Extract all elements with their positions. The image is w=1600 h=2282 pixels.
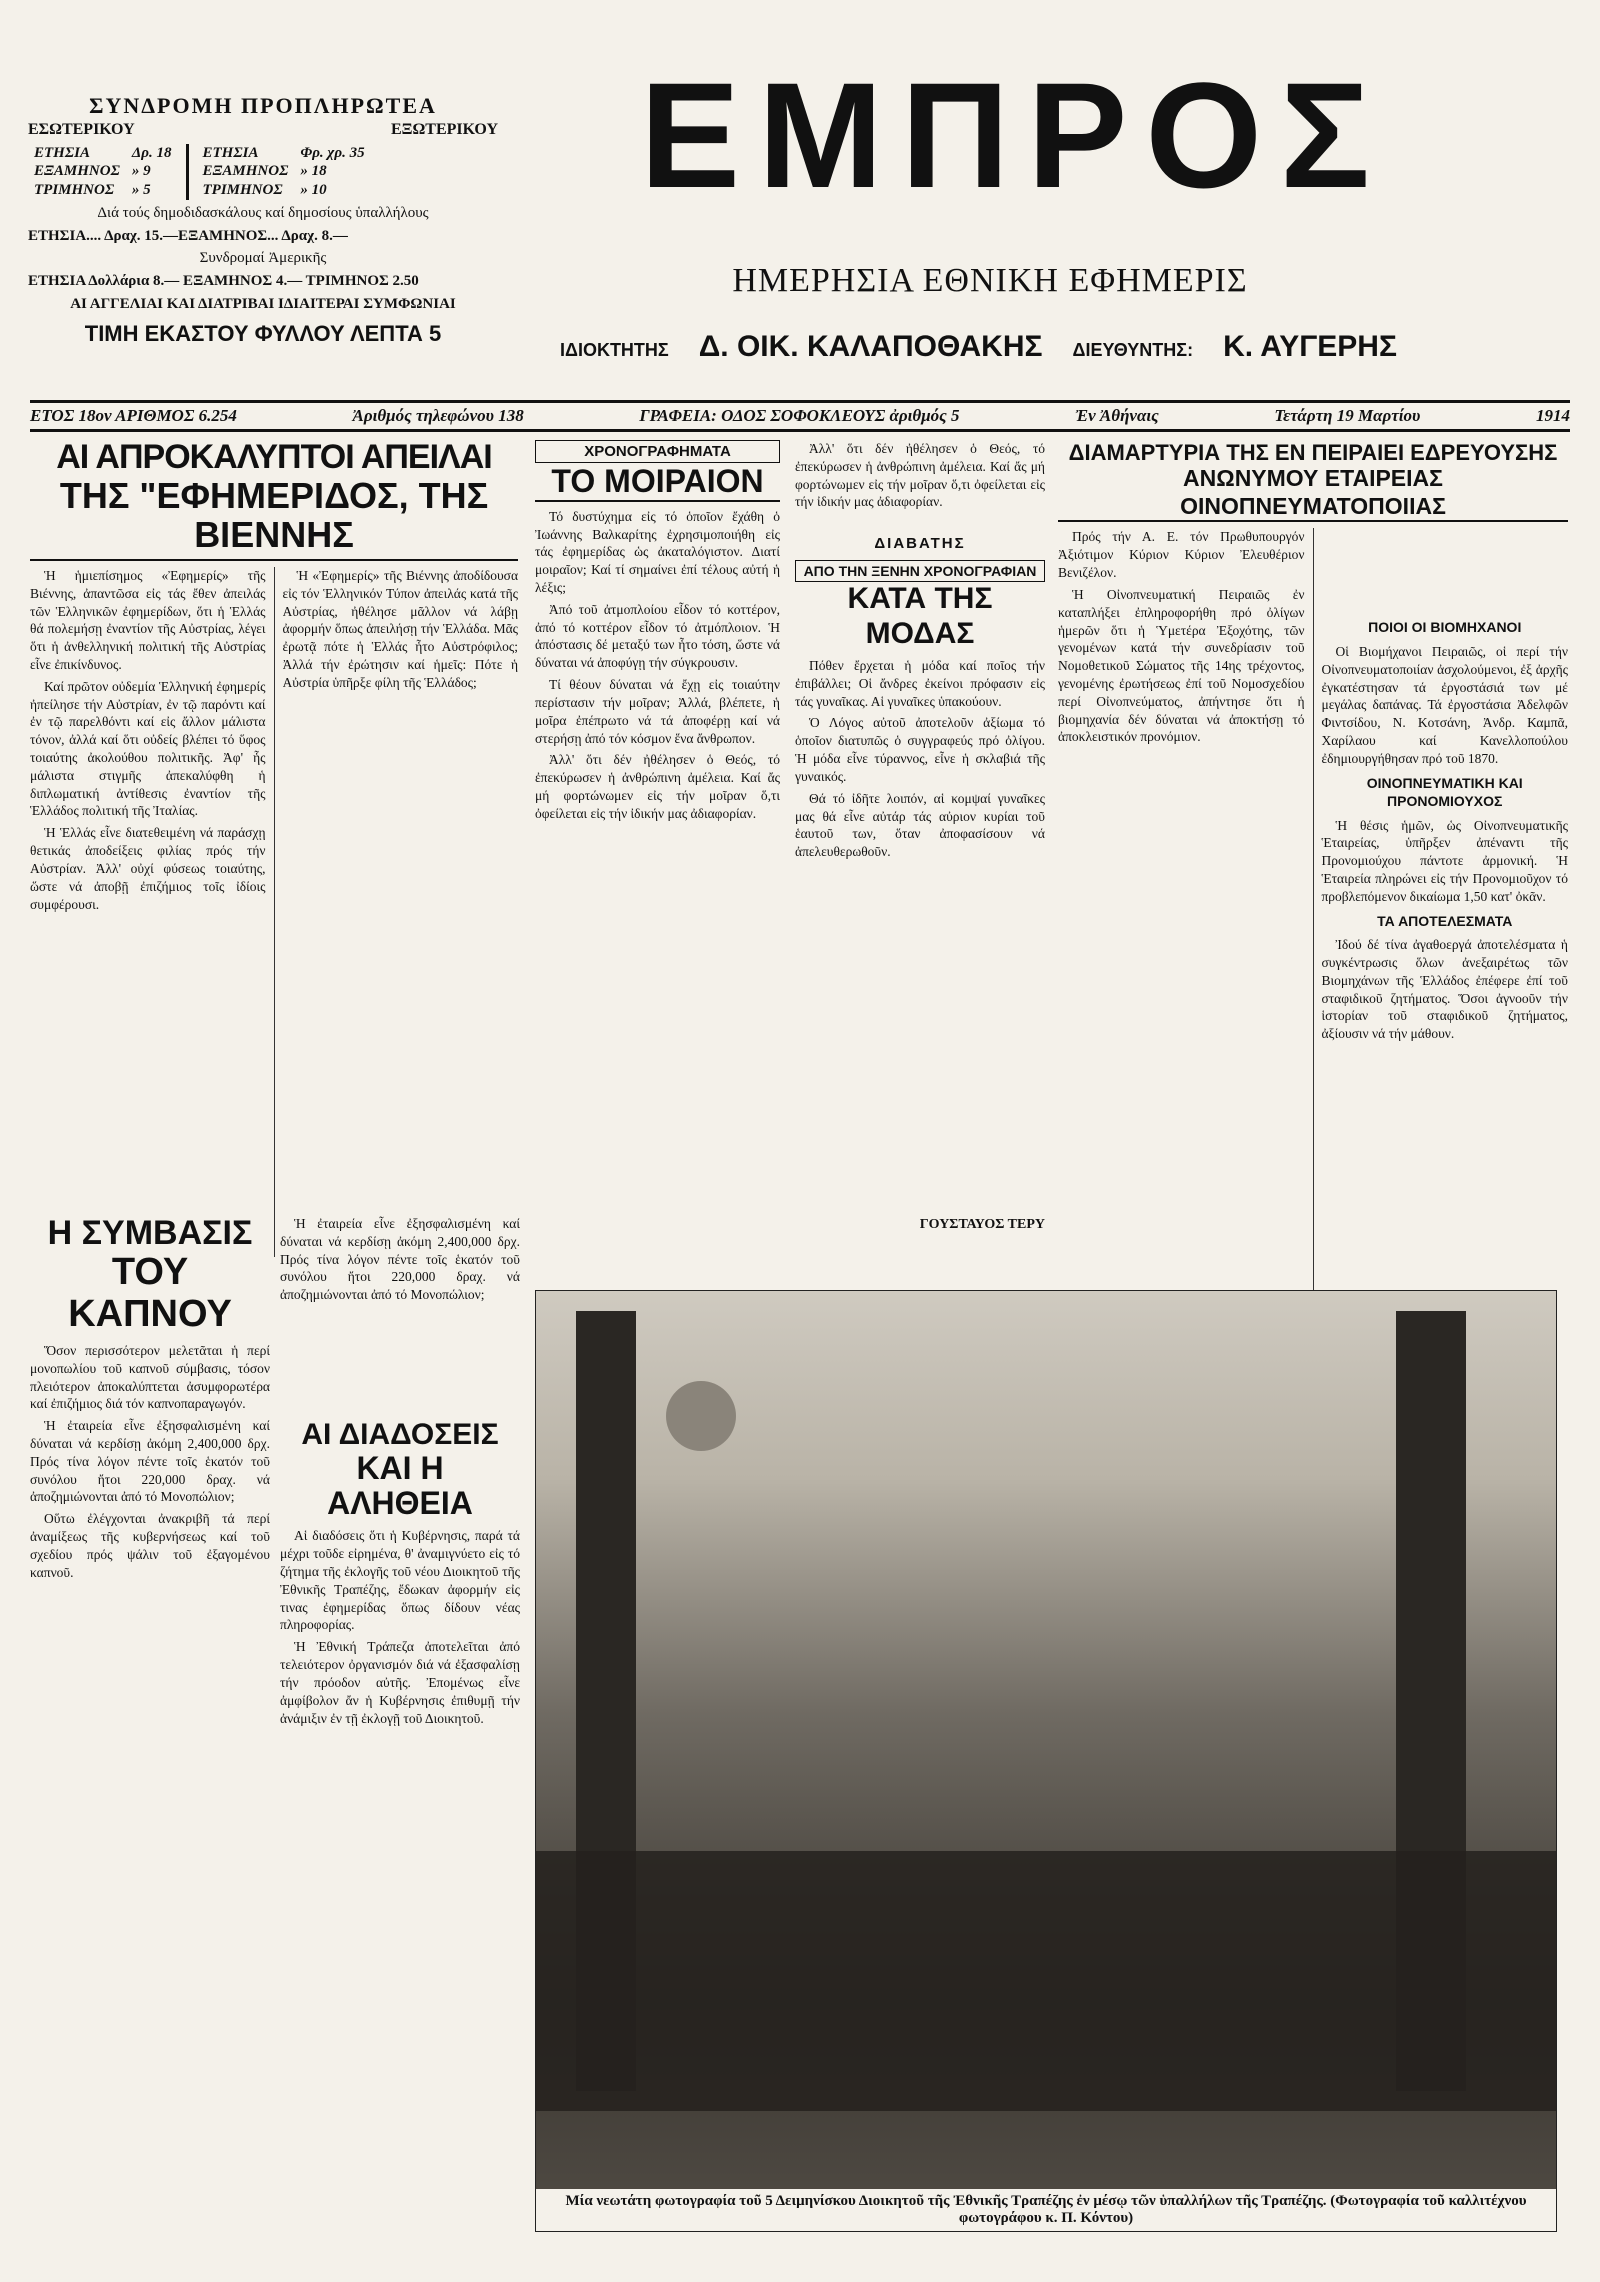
chronicle-headline: ΤΟ ΜΟΙΡΑΙΟΝ xyxy=(535,463,780,502)
paragraph: Πρός τήν Α. Ε. τόν Πρωθυπουργόν Ἀξιότιμον Κύριον Κύριον Ἐλευθέριον Βενιζέλον. xyxy=(1058,529,1305,581)
threats-headline-2: ΤΗΣ "ΕΦΗΜΕΡΙΔΟΣ, ΤΗΣ ΒΙΕΝΝΗΣ xyxy=(30,476,518,561)
rumors-headline-1: ΑΙ ΔΙΑΔΟΣΕΙΣ xyxy=(301,1418,499,1451)
price-line: ΤΙΜΗ ΕΚΑΣΤΟΥ ΦΥΛΛΟΥ ΛΕΠΤΑ 5 xyxy=(84,320,442,346)
threats-col-2 xyxy=(283,567,519,1257)
rumors-body xyxy=(280,1527,520,2217)
tobacco-article xyxy=(30,1215,270,2282)
tobacco-headline-1: Η ΣΥΜΒΑΣΙΣ xyxy=(47,1214,253,1252)
offices-address: ΓΡΑΦΕΙΑ: ΟΔΟΣ ΣΟΦΟΚΛΕΟΥΣ ἀριθμός 5 xyxy=(639,406,960,425)
subscription-panel xyxy=(28,92,498,347)
subhead-results: ΤΑ ΑΠΟΤΕΛΕΣΜΑΤΑ xyxy=(1377,912,1513,929)
owner-name: Δ. ΟΙΚ. ΚΑΛΑΠΟΘΑΚΗΣ xyxy=(698,330,1043,363)
threats-body xyxy=(30,567,518,1257)
subscription-headers xyxy=(28,120,498,140)
america-rates: ΕΤΗΣΙΑ Δολλάρια 8.— ΕΞΑΜΗΝΟΣ 4.— ΤΡΙΜΗΝΟΣ 2.50 xyxy=(28,273,419,289)
date: Τετάρτη 19 Μαρτίου xyxy=(1274,406,1421,425)
photo-caption: Μία νεωτάτη φωτογραφία τοῦ 5 Δειμηνίσκου Διοικητοῦ τῆς Ἐθνικῆς Τραπέζης ἐν μέσῳ τῶν ὑπαλλήλων τῆς Τραπέζης. (Φωτογραφία τοῦ καλλιτέχνου φωτογράφου κ. Π. Κόντου) xyxy=(536,2189,1556,2231)
newspaper-subtitle: ΗΜΕΡΗΣΙΑ ΕΘΝΙΚΗ ΕΦΗΜΕΡΙΣ xyxy=(732,262,1248,299)
foreign-label: ΕΞΩΤΕΡΙΚΟΥ xyxy=(390,120,498,138)
rate-label: ΕΞΑΜΗΝΟΣ xyxy=(202,163,289,180)
rumors-article xyxy=(280,1215,520,2217)
america-label: Συνδρομαί Ἀμερικῆς xyxy=(199,250,327,267)
photo-clock xyxy=(666,1381,736,1451)
chronicle-article xyxy=(535,440,780,1278)
domestic-rates xyxy=(28,144,178,200)
protest-col-1 xyxy=(1058,528,1305,1308)
paragraph: Ἡ Ἐθνική Τράπεζα ἀποτελεῖται ἀπό τελειότερον ὀργανισμόν διά νά ἐξασφαλίσῃ τήν πρόοδον αὐτῆς. Ἐπομένως εἶνε ἀμφίβολον ἄν ἡ Κυβέρνησις ἐπιθυμῇ τήν ἀνάμιξιν ἐν τῇ ἐκλογῇ τοῦ Διοικητοῦ. xyxy=(280,1639,520,1726)
rate-tables xyxy=(28,144,498,200)
column-rule xyxy=(1313,528,1314,1308)
paragraph: Καί πρῶτον οὐδεμία Ἑλληνική ἐφημερίς ἠπείλησε τήν Αὐστρίαν, ἐν τῷ παρόντι καί ἐν τῷ παρελθόντι καί εἰς ἄλλον μάλιστα τόνον, ἀλλά καί ὅτι οὐδείς βλέπει τό ὕφος τοιαύτης ἀκολούθου πολιτικῆς. Ἀφ' ἧς μάλιστα στιγμῆς ἀπεκαλύφθη ἡ διπλωματική ἀντίθεσις ἐναντίον τῆς Ἑλλάδος πολιτική τῆς Ἰταλίας. xyxy=(30,678,266,819)
chronicle-body xyxy=(535,508,780,1278)
foreign-rates xyxy=(197,144,371,200)
director-label: ΔΙΕΥΘΥΝΤΗΣ: xyxy=(1072,340,1194,360)
rate-label: ΕΤΗΣΙΑ xyxy=(202,144,259,161)
subhead-alcohol: ΟΙΝΟΠΝΕΥΜΑΤΙΚΗ ΚΑΙ ΠΡΟΝΟΜΙΟΥΧΟΣ xyxy=(1366,774,1523,810)
rate-value: » 18 xyxy=(300,163,327,180)
rate-divider xyxy=(186,144,189,200)
protest-headline-2: ΑΝΩΝΥΜΟΥ ΕΤΑΙΡΕΙΑΣ ΟΙΝΟΠΝΕΥΜΑΤΟΠΟΙΙΑΣ xyxy=(1058,465,1568,522)
subhead-industrialists: ΠΟΙΟΙ ΟΙ ΒΙΟΜΗΧΑΝΟΙ xyxy=(1368,619,1522,636)
fashion-article xyxy=(795,440,1045,1233)
issue-number: ΕΤΟΣ 18ον ΑΡΙΘΜΟΣ 6.254 xyxy=(30,406,237,425)
paragraph: Ἡ «Ἐφημερίς» τῆς Βιέννης ἀποδίδουσα εἰς τόν Ἑλληνικόν Τύπον ἀπειλάς κατά τῆς Αὐστρίας, ἠθέλησε μᾶλλον νά λάβῃ ἀφορμήν ὅπως ἀπειλήσῃ τήν Ἑλλάδα. Μᾶς ἐρωτᾷ πότε ἡ Ἑλλάς ἦτο Αὐστρόφιλος; Ἀλλά τήν ἐρώτησιν καί ἡμεῖς: Πότε ἡ Αὐστρία ὑπῆρξε φίλη τῆς Ἑλλάδος; xyxy=(282,567,519,690)
domestic-label: ΕΣΩΤΕΡΙΚΟΥ xyxy=(28,120,135,138)
rate-label: ΕΤΗΣΙΑ xyxy=(34,144,90,161)
paragraph: Ἡ ἡμιεπίσημος «Ἐφημερίς» τῆς Βιέννης, ἀπαντῶσα εἰς τάς ἔθεν ἀπειλάς τῶν Ἑλληνικῶν ἐφημερίδων, ὅτι ἡ Ἑλλάς θά πολεμήσῃ ἐναντίον τῆς Αὐστρίας, λέγει ὅτι ἡ ἀνθελληνική πολιτική τῆς Αὐστρίας εἶνε ἐπικίνδυνος. xyxy=(30,567,266,672)
protest-col-2 xyxy=(1321,528,1568,1308)
rate-value: Φρ. χρ. 35 xyxy=(300,144,365,161)
paragraph: Ὅσον περισσότερον μελετᾶται ἡ περί μονοπωλίου τοῦ καπνοῦ σύμβασις, τόσον πλειότερον ἀποκαλύπτεται ἀσυμφορωτέρα καί ἐπιζήμιος διά τόν καπνοπαραγωγόν. xyxy=(30,1342,270,1412)
photo-crowd xyxy=(536,1851,1556,2111)
fashion-signature: ΓΟΥΣΤΑΥΟΣ ΤΕΡΥ xyxy=(919,1217,1045,1232)
paragraph: Ὁ Λόγος αὐτοῦ ἀποτελοῦν ἀξίωμα τό ὁποῖον διατυπῶς ὁ συγγραφεύς πρό ὀλίγου. Ἡ μόδα εἶνε τύραννος, εἶνε ἡ σκλαβιά τῆς γυναικός. xyxy=(795,715,1045,784)
dateline xyxy=(30,400,1570,432)
rate-value: » 5 xyxy=(131,182,151,198)
protest-article xyxy=(1058,440,1568,1308)
paragraph: Ἀλλ' ὅτι δέν ἠθέλησεν ὁ Θεός, τό ἐπεκύρωσεν ἡ ἀνθρώπινη ἀμέλεια. Καί ἄς μή φορτώνωμεν εἰς τήν μοῖραν ὅ,τι ὀφείλεται εἰς τήν ἰδικήν μας ἀδιαφορίαν. xyxy=(795,441,1045,510)
ads-note: ΑΙ ΑΓΓΕΛΙΑΙ ΚΑΙ ΔΙΑΤΡΙΒΑΙ ΙΔΙΑΙΤΕΡΑΙ ΣΥΜΦΩΝΙΑΙ xyxy=(70,295,456,312)
rate-label: ΕΞΑΜΗΝΟΣ xyxy=(34,163,120,180)
fashion-label: ΑΠΟ ΤΗΝ ΞΕΝΗΝ ΧΡΟΝΟΓΡΑΦΙΑΝ xyxy=(795,560,1045,582)
year: 1914 xyxy=(1535,406,1570,425)
paragraph: Ἰδού δέ τίνα ἀγαθοεργά ἀποτελέσματα ἡ συγκέντρωσις ὅλων ἀνεξαιρέτως τῶν Βιομηχάνων τῆς Ἑλλάδος ἐπέφερε ἐπί τοῦ σταφιδικοῦ ζητήματος. Ὅσοι ἀγνοοῦν τήν ἱστορίαν τοῦ σταφιδικοῦ ζητήματος, ἀξίουσιν νά τήν μάθουν. xyxy=(1321,937,1568,1042)
paragraph: Πόθεν ἔρχεται ἡ μόδα καί ποῖος τήν ἐπιβάλλει; Οἱ ἄνδρες ἐκείνοι πρόφασιν εἰς τάς γυναῖκας. Αἱ γυναῖκες ὑπακούουν. xyxy=(795,658,1045,709)
paragraph: Θά τό ἰδῆτε λοιπόν, αἱ κομψαί γυναῖκες μας θά εἶνε αὐτάρ τάς αὐριον κυρίαι τοῦ ἑαυτοῦ των, ὅταν ἀποφασίσουν νά ἀπελευθερωθοῦν. xyxy=(795,790,1045,860)
bank-photo xyxy=(535,1290,1557,2232)
newspaper-logo: ΕΜΠΡΟΣ xyxy=(640,51,1389,219)
director-name: Κ. ΑΥΓΕΡΗΣ xyxy=(1223,330,1397,363)
protest-body xyxy=(1058,528,1568,1308)
paragraph: Οἱ Βιομήχανοι Πειραιῶς, οἱ περί τήν Οἰνοπνευματοποιίαν ἀσχολούμενοι, ἐξ ἀρχῆς ἐγκατέστησαν τά ἐργοστάσιά των μέ μεγάλας δαπάνας. Τά ἐργοστάσια Ἀδελφῶν Φιντσίδου, Ν. Κοτσάνη, Ἀνδρ. Καμπᾶ, Χαρίλαου καί Κανελλοπούλου ἐδημιουργήθησαν πρό τοῦ 1870. xyxy=(1321,643,1568,766)
rate-label: ΤΡΙΜΗΝΟΣ xyxy=(202,182,283,198)
rate-value: Δρ. 18 xyxy=(131,144,172,161)
paragraph: Ἡ Οἰνοπνευματική Πειραιῶς ἐν καταπλήξει ἐπληροφορήθη πρό ὀλίγων ἡμερῶν ὅτι ἡ Ὑμετέρα Ἐξοχότης, τῶν γενομένων κατά τήν συνεδρίασιν τοῦ Νομοθετικοῦ Σώματος τῆς 14ης τρέχοντος, γενομένης ἐρωτήσεως ἐπί τοῦ Νομοσχεδίου περί Οἰνοπνεύματος, ἀπήντησε ὅτι ἡ βιομηχανία δέν δύναται νά ἀποκτήσῃ τό ἀποκλειστικόν προνόμιον. xyxy=(1058,586,1305,745)
paragraph: Ἡ ἐταιρεία εἶνε ἐξησφαλισμένη καί δύναται νά κερδίσῃ ἀκόμη 2,400,000 δρχ. Πρός τίνα λόγον πέντε τοῖς ἑκατόν τοῦ συνόλου ἤτοι 220,000 δραχ. νά ἀποζημιώνονται ἀπό τό Μονοπώλιον; xyxy=(280,1216,520,1303)
threats-headline-1: ΑΙ ΑΠΡΟΚΑΛΥΠΤΟΙ ΑΠΕΙΛΑΙ xyxy=(56,438,492,476)
tobacco-continuation xyxy=(280,1215,520,1410)
column-rule xyxy=(274,567,275,1257)
place: Ἐν Ἀθήναις xyxy=(1075,406,1159,425)
chronicle-label: ΧΡΟΝΟΓΡΑΦΗΜΑΤΑ xyxy=(535,440,780,463)
owners-line xyxy=(560,330,1510,364)
fashion-body xyxy=(795,657,1045,1217)
rate-label: ΤΡΙΜΗΝΟΣ xyxy=(34,182,115,198)
chronicle-signature: ΔΙΑΒΑΤΗΣ xyxy=(874,535,966,552)
paragraph: Τό δυστύχημα εἰς τό ὁποῖον ἔχάθη ὁ Ἰωάννης Βαλκαρίτης ἐχρησιμοποιήθη εἰς τάς ἐφημερίδας ὡς ἀκαταλόγιστον. Διατί μοιραῖον; Καί τί σημαίνει ἐπί τέλους αὐτή ἡ λέξις; xyxy=(535,508,780,596)
paragraph: Οὕτω ἐλέγχονται ἀνακριβῆ τά περί ἀναμίξεως τῆς κυβερνήσεως καί τοῦ σχεδίου πρός ψάλιν τοῦ ἐξαγομένου καπνοῦ. xyxy=(30,1511,270,1580)
threats-article xyxy=(30,440,518,1257)
paragraph: Αἱ διαδόσεις ὅτι ἡ Κυβέρνησις, παρά τά μέχρι τοῦδε εἰρημένα, θ' ἀναμιγνύετο εἰς τό ζήτημα τῆς ἐκλογῆς τοῦ νέου Διοικητοῦ τῆς Ἐθνικῆς Τραπέζης, ἔδωκαν ἀφορμήν εἰς τινας ἐφημερίδας ὅπως δίδουν νέας πληροφορίας. xyxy=(280,1528,520,1633)
rate-value: » 9 xyxy=(131,163,151,180)
paragraph: Ἡ ἐταιρεία εἶνε ἐξησφαλισμένη καί δύναται νά κερδίσῃ ἀκόμη 2,400,000 δρχ. Πρός τίνα λόγον πέντε τοῖς ἑκατόν τοῦ συνόλου ἤτοι 220,000 δραχ. νά ἀποζημιώνονται ἀπό τό Μονοπώλιον; xyxy=(30,1418,270,1505)
owner-label: ΙΔΙΟΚΤΗΤΗΣ xyxy=(560,340,669,360)
rate-value: » 10 xyxy=(300,182,327,198)
paragraph: Ἡ θέσις ἡμῶν, ὡς Οἰνοπνευματικῆς Ἑταιρείας, ὑπῆρξεν ἀπέναντι τῆς Προνομιούχου πάντοτε ἀρμονική. Ἡ Ἑταιρεία πληρώνει εἰς τήν Προνομιοῦχον τό προβλεπόμενον δικαίωμα 1,50 κατ' ὀκᾶν. xyxy=(1321,817,1568,904)
rumors-headline-2: ΚΑΙ Η ΑΛΗΘΕΙΑ xyxy=(327,1450,473,1522)
fashion-headline: ΚΑΤΑ ΤΗΣ ΜΟΔΑΣ xyxy=(847,582,993,650)
protest-headline-1: ΔΙΑΜΑΡΤΥΡΙΑ ΤΗΣ ΕΝ ΠΕΙΡΑΙΕΙ ΕΔΡΕΥΟΥΣΗΣ xyxy=(1068,440,1558,465)
teachers-rates: ΕΤΗΣΙΑ.... Δραχ. 15.—ΕΞΑΜΗΝΟΣ... Δραχ. 8.— xyxy=(28,227,348,244)
tobacco-body xyxy=(30,1342,270,2282)
phone-number: Ἀριθμός τηλεφώνου 138 xyxy=(352,406,524,425)
paragraph: Ἡ Ἑλλάς εἶνε διατεθειμένη νά παράσχῃ θετικάς ἀποδείξεις φιλίας πρός τήν Αὐστρίαν. Ἀλλ' οὐχί φύσεως τοιαύτης, ὥστε νά ἀποβῇ ἐπιζήμιος τοῖς ἰδίοις συμφέρουσι. xyxy=(30,825,266,912)
paragraph: Τί θέουν δύναται νά ἔχῃ εἰς τοιαύτην περίστασιν τήν μοῖραν; Ἀλλά, βλέπετε, ἡ μοῖρα ἐπέπρωτο νά τά ἀποφέρῃ καί νά στερήσῃ ἀπό τόν κόσμον ἕνα ἄνθρωπον. xyxy=(535,677,780,746)
paragraph: Ἀλλ' ὅτι δέν ἠθέλησεν ὁ Θεός, τό ἐπεκύρωσεν ἡ ἀνθρώπινη ἀμέλεια. Καί ἄς μή φορτώνωμεν εἰς τήν μοῖραν ὅ,τι ὀφείλεται εἰς τήν ἰδικήν μας ἀδιαφορίαν. xyxy=(535,752,780,821)
teachers-note: Διά τούς δημοδιδασκάλους καί δημοσίους ὑπαλλήλους xyxy=(97,204,429,221)
threats-col-1 xyxy=(30,567,266,1257)
paragraph: Ἀπό τοῦ ἀτμοπλοίου εἶδον τό κοττέρον, ἀπό τό κοττέρον εἶδον τό ἀτμόπλοιον. Ἡ ἀπόστασις δέ μεταξύ των ἦτο τόση, ὥστε νά δύναται νά ἀποφύγῃ τήν σύγκρουσιν. xyxy=(535,601,780,671)
chronicle-continuation xyxy=(795,440,1045,535)
subscription-title: ΣΥΝΔΡΟΜΗ ΠΡΟΠΛΗΡΩΤΕΑ xyxy=(89,93,437,118)
tobacco-headline-2: ΤΟΥ ΚΑΠΝΟΥ xyxy=(68,1251,232,1336)
